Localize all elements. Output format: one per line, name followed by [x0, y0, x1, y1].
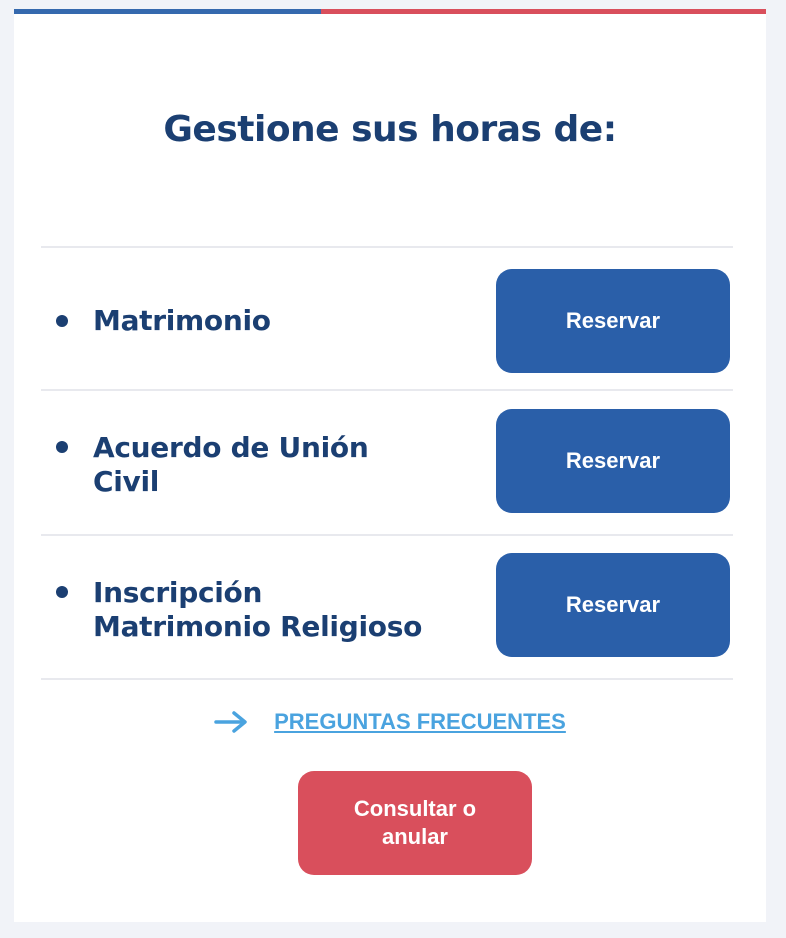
bullet-dot — [56, 586, 68, 598]
cancel-button-line1: Consultar o — [353, 796, 477, 821]
service-name-line2: Matrimonio Religioso — [93, 610, 423, 643]
service-row-matrimonio — [41, 248, 733, 389]
reserve-button-matrimonio[interactable]: Reservar — [496, 269, 730, 373]
divider — [41, 678, 733, 680]
bullet-dot — [56, 315, 68, 327]
service-name-line1: Inscripción — [93, 576, 263, 609]
top-accent-bar — [14, 9, 766, 14]
top-accent-bar-red — [321, 9, 766, 14]
service-name-line1: Matrimonio — [93, 304, 271, 337]
service-name — [93, 431, 453, 499]
reserve-button-inscripcion-matrimonio-religioso[interactable]: Reservar — [496, 553, 730, 657]
service-row-inscripcion-matrimonio-religioso — [41, 536, 733, 677]
arrow-right-icon — [214, 710, 248, 734]
cancel-button-label — [354, 795, 476, 851]
service-name-line2: Civil — [93, 465, 160, 498]
appointments-card — [14, 9, 766, 922]
service-name — [93, 576, 453, 644]
service-row-acuerdo-union-civil — [41, 391, 733, 532]
cancel-button-line2: anular — [381, 824, 448, 849]
faq-link[interactable]: PREGUNTAS FRECUENTES — [274, 709, 566, 734]
reserve-button-acuerdo-union-civil[interactable]: Reservar — [496, 409, 730, 513]
consult-or-cancel-button[interactable] — [298, 771, 532, 875]
bullet-dot — [56, 441, 68, 453]
service-name-line1: Acuerdo de Unión — [93, 431, 369, 464]
faq-link-row — [14, 709, 766, 735]
page-title: Gestione sus horas de: — [163, 109, 617, 150]
service-name — [93, 304, 453, 338]
top-accent-bar-blue — [14, 9, 321, 14]
